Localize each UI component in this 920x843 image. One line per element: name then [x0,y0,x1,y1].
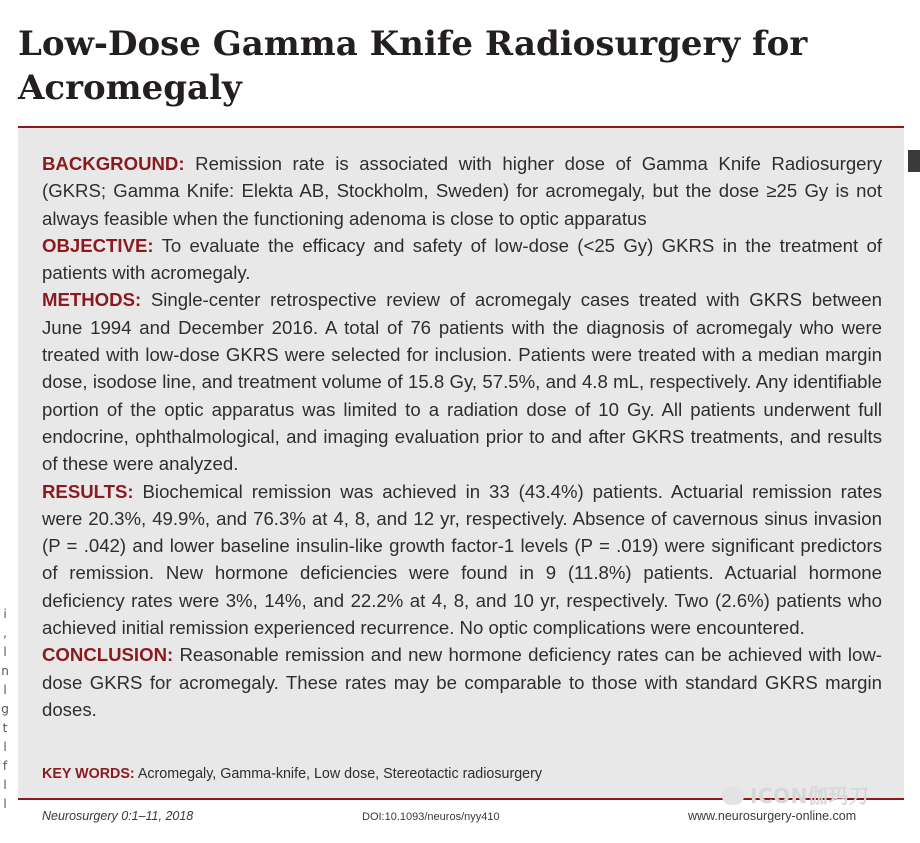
margin-glyph: l [3,778,7,792]
abstract-body [42,150,882,723]
methods-heading: METHODS: [42,289,142,311]
results-paragraph [42,478,882,642]
keywords-heading: KEY WORDS: [42,766,135,782]
margin-glyph: , [3,626,7,640]
background-paragraph [42,150,882,232]
page-edge-tab [908,150,920,172]
objective-text: To evaluate the efficacy and safety of low-dose (<25 Gy) GKRS in the treatment of patients with acromegaly. [42,234,882,284]
margin-glyph: l [3,683,7,697]
margin-glyph: i [3,607,7,621]
article-title: Low-Dose Gamma Knife Radiosurgery for Acromegaly [18,24,808,108]
margin-text-fragments [0,605,10,814]
conclusion-paragraph [42,641,882,723]
methods-text: Single-center retrospective review of acromegaly cases treated with GKRS between June 1994 and December 2016. A total of 76 patients with the diagnosis of acromegaly who were treated with low-dose GKRS were selected for inclusion. Patients were treated with a median margin dose, isodose line, and treatment volume of 15.8 Gy, 57.5%, and 4.8 mL, respectively. Any identifiable portion of the optic apparatus was limited to a radiation dose of 10 Gy. All patients underwent full endocrine, ophthalmological, and imaging evaluation prior to and after GKRS treatments, and results of these were analyzed. [42,289,882,475]
journal-citation: Neurosurgery 0:1–11, 2018 [42,809,194,823]
objective-heading: OBJECTIVE: [42,234,154,256]
objective-paragraph [42,232,882,287]
conclusion-text: Reasonable remission and new hormone deficiency rates can be achieved with low-dose GKRS for acromegaly. These rates may be comparable to those with standard GKRS margin doses. [42,644,882,720]
margin-glyph: f [2,759,8,773]
margin-glyph: l [3,645,7,659]
watermark [722,780,869,809]
doi-text: DOI:10.1093/neuros/nyy410 [362,811,500,823]
margin-glyph: n [1,664,9,678]
keywords-text: Acromegaly, Gamma-knife, Low dose, Stereotactic radiosurgery [134,766,543,782]
results-text: Biochemical remission was achieved in 33 (43.4%) patients. Actuarial remission rates were 20.3%, 49.9%, and 76.3% at 4, 8, and 12 yr, respectively. Absence of cavernous sinus invasion (P = .042) and lower baseline insulin-like growth factor-1 levels (P = .019) were significant predictors of remission. New hormone deficiencies were found in 9 (11.8%) patients. Actuarial hormone deficiency rates were 3%, 14%, and 22.2% at 4, 8, and 10 yr, respectively. Two (2.6%) patients who achieved initial remission experienced recurrence. No optic complications were encountered. [42,480,882,639]
margin-glyph: g [1,702,9,716]
methods-paragraph [42,286,882,477]
margin-glyph: l [3,740,7,754]
background-text: Remission rate is associated with higher dose of Gamma Knife Radiosurgery (GKRS; Gamma Knife: Elekta AB, Stockholm, Sweden) for acromegaly, but the dose ≥25 Gy is not always feasible when the functioning adenoma is close to optic apparatus [42,153,882,229]
watermark-text: ICON伽玛刀 [750,784,870,808]
wechat-icon [722,787,744,805]
conclusion-heading: CONCLUSION: [42,644,174,666]
margin-glyph: t [2,721,8,735]
results-heading: RESULTS: [42,480,134,502]
margin-glyph: l [3,797,7,811]
background-heading: BACKGROUND: [42,153,185,174]
journal-url[interactable]: www.neurosurgery-online.com [688,809,857,823]
